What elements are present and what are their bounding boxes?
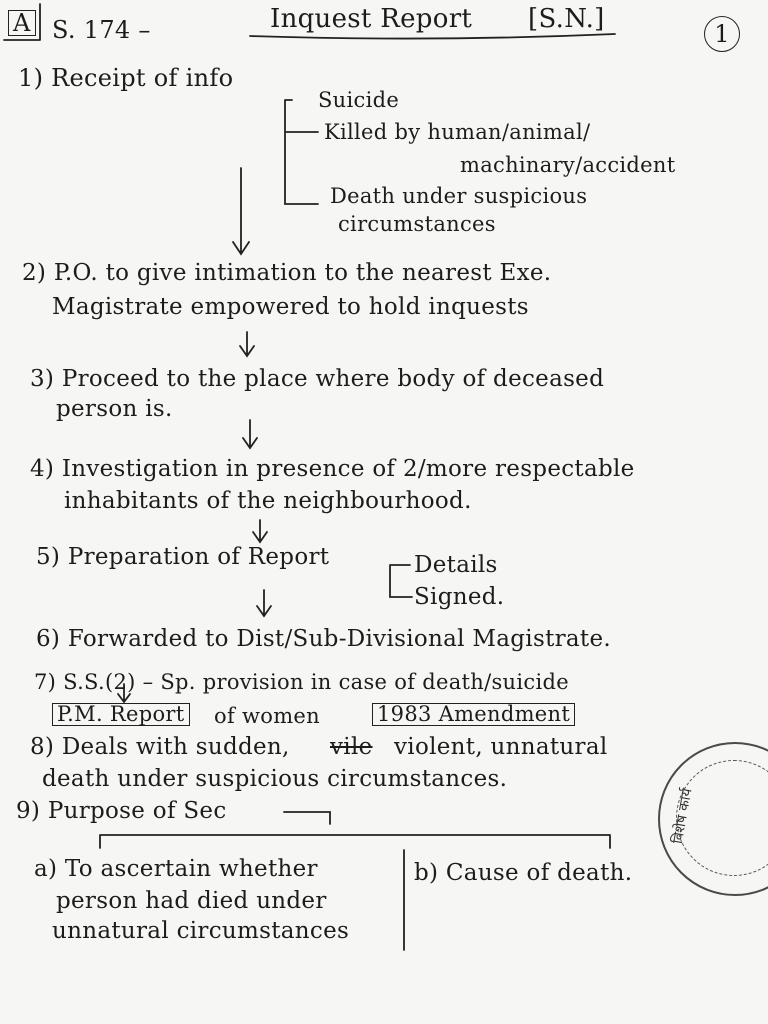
- step9-option-a-line2: person had died under: [56, 888, 327, 914]
- step4-line1: 4) Investigation in presence of 2/more respectable: [30, 456, 635, 482]
- step8-line1-b: violent, unnatural: [394, 734, 608, 760]
- step4-line2: inhabitants of the neighbourhood.: [64, 488, 472, 514]
- step2-line1: 2) P.O. to give intimation to the nearest Exe.: [22, 260, 552, 286]
- step1-branch-suicide: Suicide: [318, 88, 400, 112]
- arrow-5-6: [257, 590, 271, 616]
- step7-pm-report: P.M. Report: [52, 703, 190, 726]
- arrow-2-3: [240, 332, 254, 356]
- step5-bracket: [390, 565, 412, 597]
- step1-bracket: [285, 100, 318, 204]
- step9-option-a-line3: unnatural circumstances: [52, 918, 350, 944]
- page-title: Inquest Report: [270, 4, 473, 34]
- stamp-text: विशेष कार्य: [669, 787, 696, 846]
- step3-line2: person is.: [56, 396, 173, 422]
- step5-label: 5) Preparation of Report: [36, 544, 330, 570]
- step9-bar: [100, 835, 610, 848]
- step1-branch-death-cont: circumstances: [338, 212, 496, 236]
- arrow-4-5: [253, 520, 267, 542]
- step1-branch-death: Death under suspicious: [330, 184, 588, 208]
- step8-line2: death under suspicious circumstances.: [42, 766, 508, 792]
- step9-top-line: [284, 812, 330, 824]
- step1-label: 1) Receipt of info: [18, 64, 234, 92]
- step1-branch-killed-cont: machinary/accident: [460, 153, 676, 177]
- arrow-3-4: [243, 420, 257, 448]
- section-ref: S. 174 –: [52, 16, 151, 44]
- step8-line1-a: 8) Deals with sudden,: [30, 734, 290, 760]
- step9-option-b: b) Cause of death.: [414, 860, 633, 886]
- step7-line1: 7) S.S.(2) – Sp. provision in case of death/suicide: [34, 670, 569, 694]
- section-box: A: [8, 10, 36, 36]
- arrow-1-2: [233, 168, 249, 254]
- title-underline: [250, 34, 615, 39]
- step5-branch-details: Details: [414, 552, 498, 578]
- step7-line2: of women: [214, 704, 320, 728]
- step8-struck-word: vile: [330, 734, 373, 760]
- step5-branch-signed: Signed.: [414, 584, 505, 610]
- step7-amendment: 1983 Amendment: [372, 703, 575, 726]
- step3-line1: 3) Proceed to the place where body of deceased: [30, 366, 605, 392]
- step9-label: 9) Purpose of Sec: [16, 798, 227, 824]
- title-suffix: [S.N.]: [528, 4, 605, 34]
- step1-branch-killed: Killed by human/animal/: [324, 120, 591, 144]
- step6-line1: 6) Forwarded to Dist/Sub-Divisional Magistrate.: [36, 626, 611, 652]
- page-number: 1: [704, 16, 740, 52]
- step2-line2: Magistrate empowered to hold inquests: [52, 294, 529, 320]
- step9-option-a-line1: a) To ascertain whether: [34, 856, 318, 882]
